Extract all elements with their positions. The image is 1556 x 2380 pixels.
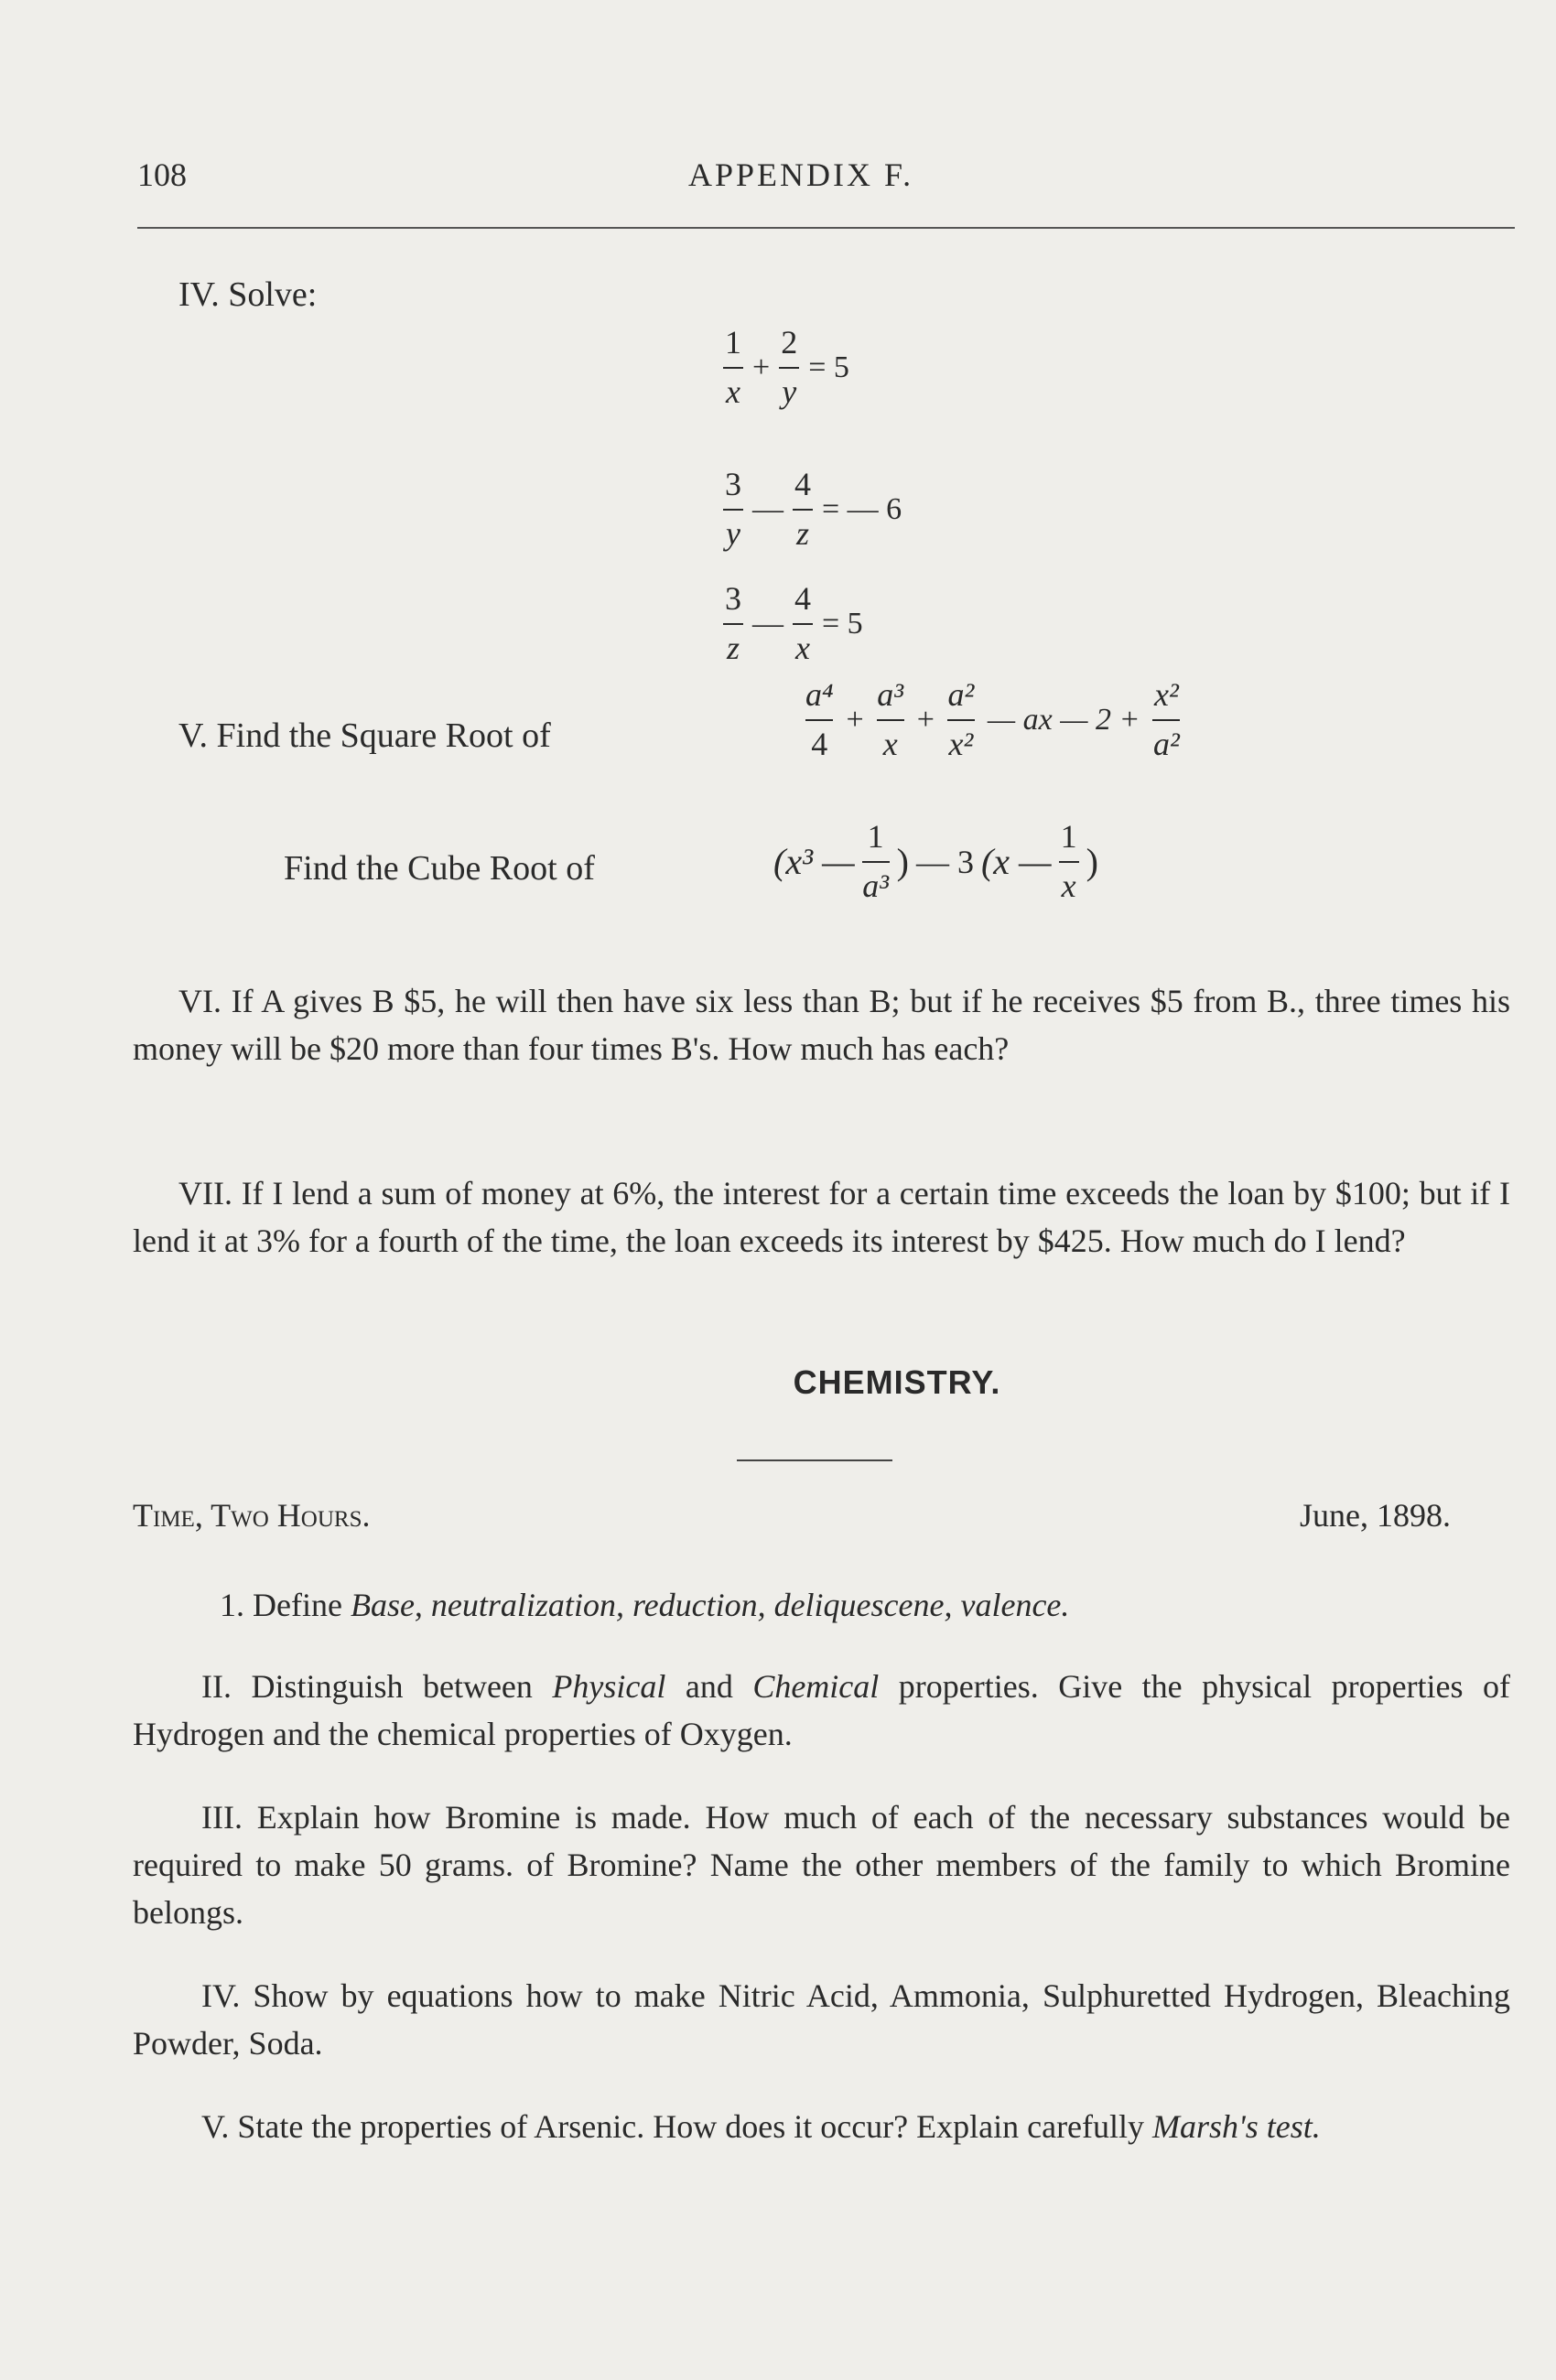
right-hand-side: = 5	[822, 606, 863, 641]
right-hand-side: = 5	[808, 350, 849, 384]
section-heading: CHEMISTRY.	[793, 1363, 1001, 1401]
fraction	[805, 677, 834, 762]
chem-q5-text: V. State the properties of Arsenic. How does it occur? Explain carefully	[201, 2108, 1145, 2145]
denominator: x	[795, 629, 810, 666]
denominator: y	[782, 372, 797, 410]
fraction	[723, 467, 743, 552]
denominator: x	[1061, 867, 1076, 904]
denominator: z	[726, 629, 740, 666]
numerator: 1	[867, 818, 884, 855]
paren-open: (x³ —	[773, 841, 855, 883]
chem-q2-rest: properties. Give the physical properties of Hydrogen and the chemical properties of Oxygen.	[133, 1668, 1511, 1752]
paren-close: )	[1086, 841, 1098, 883]
fraction	[779, 325, 799, 410]
fraction	[877, 677, 904, 762]
chem-q1-prefix: 1. Define	[220, 1587, 342, 1623]
numerator: a³	[877, 676, 904, 713]
chem-q3: III. Explain how Bromine is made. How much of each of the necessary substances would be required to make 50 grams. of Bromine? Name the other members of the family to which Bromine belongs.	[133, 1799, 1510, 1931]
operator: +	[916, 702, 935, 737]
denominator: x	[726, 372, 740, 410]
numerator: 4	[794, 580, 811, 617]
q5-cube-root-expression	[773, 819, 1098, 904]
q4-equation-1	[723, 325, 849, 410]
numerator: 1	[1060, 818, 1077, 855]
chem-q2-prefix: II. Distinguish between	[201, 1668, 533, 1705]
denominator: a³	[862, 867, 890, 904]
chem-q2-chemical: Chemical	[752, 1668, 880, 1705]
q4-label: IV. Solve:	[178, 275, 318, 314]
chem-q1-terms: Base, neutralization, reduction, deliquescene, valence.	[350, 1587, 1070, 1623]
denominator: x²	[948, 725, 974, 762]
fraction	[1152, 677, 1180, 762]
fraction	[793, 581, 813, 666]
chem-q2-and: and	[685, 1668, 733, 1705]
q5-square-root-expression	[805, 677, 1180, 762]
fraction	[723, 581, 743, 666]
numerator: a⁴	[805, 676, 834, 713]
section-rule	[737, 1459, 892, 1461]
exam-time: Time, Two Hours.	[133, 1497, 371, 1534]
fraction	[862, 819, 890, 904]
operator: — 3	[915, 843, 974, 880]
numerator: 1	[725, 324, 741, 361]
page-number: 108	[137, 156, 187, 193]
q5-square-root-label: V. Find the Square Root of	[178, 716, 551, 755]
q6-paragraph: VI. If A gives B $5, he will then have six less than B; but if he receives $5 from B., three times his money will be $20 more than four times B's. How much has each?	[133, 983, 1510, 1067]
fraction	[947, 677, 975, 762]
fraction	[1059, 819, 1079, 904]
chem-q2	[133, 1663, 1510, 1758]
paren-open: (x —	[980, 841, 1052, 883]
page-title: APPENDIX F.	[688, 156, 914, 193]
chem-q5	[133, 2103, 1510, 2150]
denominator: 4	[811, 725, 828, 762]
paren-close: )	[896, 841, 909, 883]
q4-equation-3	[723, 581, 863, 666]
denominator: y	[726, 514, 740, 552]
numerator: 3	[725, 580, 741, 617]
denominator: x	[882, 725, 898, 762]
chem-q1	[220, 1581, 1501, 1629]
numerator: 2	[781, 324, 798, 361]
numerator: 3	[725, 466, 741, 502]
q4-equation-2	[723, 467, 902, 552]
numerator: a²	[947, 676, 975, 713]
chem-q5-test: Marsh's test.	[1152, 2108, 1321, 2145]
fraction	[723, 325, 743, 410]
right-hand-side: = — 6	[822, 491, 902, 526]
header-rule	[137, 227, 1515, 229]
q5-cube-root-label: Find the Cube Root of	[284, 849, 595, 888]
operator: +	[752, 350, 771, 384]
fraction	[793, 467, 813, 552]
exam-date: June, 1898.	[1300, 1497, 1451, 1534]
numerator: x²	[1154, 676, 1179, 713]
chem-q2-physical: Physical	[552, 1668, 666, 1705]
operator: — ax — 2 +	[987, 702, 1140, 737]
numerator: 4	[794, 466, 811, 502]
operator: —	[752, 606, 783, 641]
q7-paragraph: VII. If I lend a sum of money at 6%, the interest for a certain time exceeds the loan by $100; but if I lend it at 3% for a fourth of the time, the loan exceeds its interest by $425. How much do I lend?	[133, 1175, 1510, 1259]
operator: —	[752, 491, 783, 526]
denominator: z	[795, 514, 809, 552]
denominator: a²	[1152, 725, 1180, 762]
chem-q4: IV. Show by equations how to make Nitric Acid, Ammonia, Sulphuretted Hydrogen, Bleaching Powder, Soda.	[133, 1977, 1510, 2062]
operator: +	[846, 702, 864, 737]
